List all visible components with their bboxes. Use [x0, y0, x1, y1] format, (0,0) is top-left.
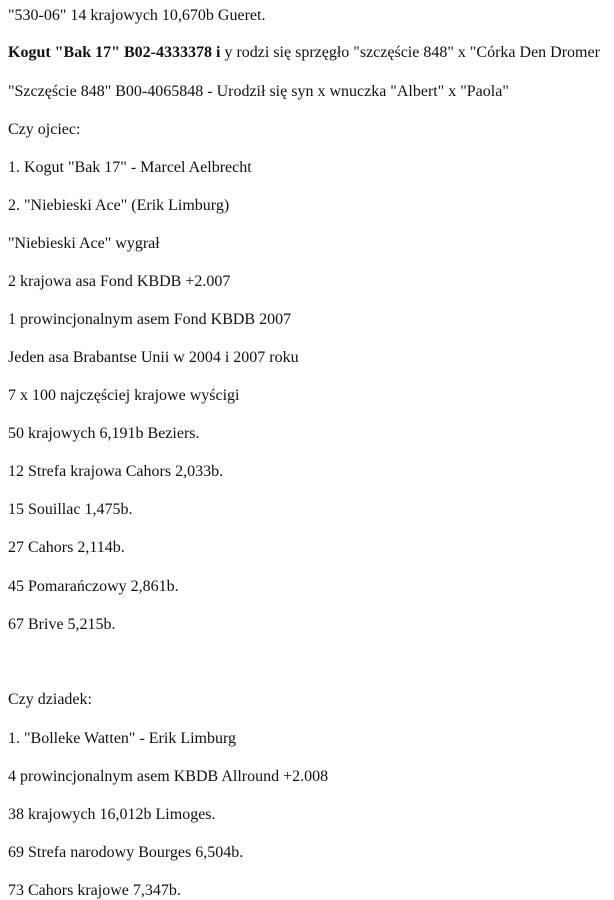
- text-line: "530-06" 14 krajowych 10,670b Gueret.: [8, 7, 266, 24]
- text-line: 27 Cahors 2,114b.: [8, 539, 125, 556]
- text-segment: y rodzi się sprzęgło "szczęście 848" x "Córka Den Dromer: [220, 44, 600, 61]
- text-line: 4 prowincjonalnym asem KBDB Allround +2.008: [8, 768, 329, 785]
- text-line: Jeden asa Brabantse Unii w 2004 i 2007 roku: [8, 349, 299, 366]
- section-heading: Czy ojciec:: [8, 121, 81, 138]
- text-line: 2. "Niebieski Ace" (Erik Limburg): [8, 197, 230, 214]
- text-line: 15 Souillac 1,475b.: [8, 501, 133, 518]
- section-heading: Czy dziadek:: [8, 691, 92, 708]
- text-line: 67 Brive 5,215b.: [8, 616, 116, 633]
- text-line: 1 prowincjonalnym asem Fond KBDB 2007: [8, 311, 292, 328]
- text-line: 1. "Bolleke Watten" - Erik Limburg: [8, 730, 237, 747]
- text-line: 38 krajowych 16,012b Limoges.: [8, 806, 216, 823]
- text-line: 73 Cahors krajowe 7,347b.: [8, 882, 181, 899]
- text-line: 50 krajowych 6,191b Beziers.: [8, 425, 200, 442]
- text-line: [8, 43, 600, 63]
- text-line: 45 Pomarańczowy 2,861b.: [8, 578, 179, 595]
- text-line: 7 x 100 najczęściej krajowe wyścigi: [8, 387, 240, 404]
- bold-segment: Kogut "Bak 17" B02-4333378 i: [8, 44, 221, 61]
- text-line: 1. Kogut "Bak 17" - Marcel Aelbrecht: [8, 159, 252, 176]
- text-line: "Szczęście 848" B00-4065848 - Urodził się syn x wnuczka "Albert" x "Paola": [8, 83, 509, 100]
- text-line: 69 Strefa narodowy Bourges 6,504b.: [8, 844, 244, 861]
- text-line: 2 krajowa asa Fond KBDB +2.007: [8, 273, 231, 290]
- text-line: 12 Strefa krajowa Cahors 2,033b.: [8, 463, 224, 480]
- text-line: "Niebieski Ace" wygrał: [8, 235, 160, 252]
